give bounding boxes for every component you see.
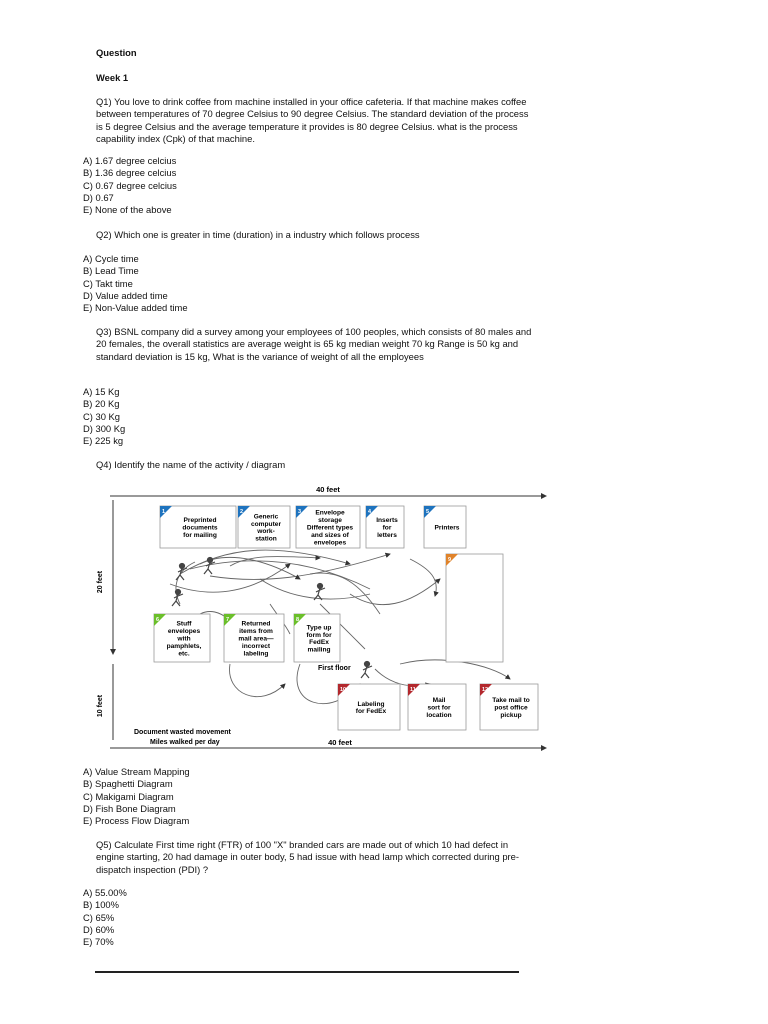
station-label: items from bbox=[239, 628, 273, 636]
person-walking-icon bbox=[361, 662, 372, 679]
station-number: 5 bbox=[426, 509, 430, 515]
station-2 bbox=[238, 506, 290, 548]
station-label: Printers bbox=[434, 524, 460, 532]
station-label: and sizes of bbox=[311, 531, 349, 539]
spaghetti-diagram bbox=[97, 484, 550, 750]
footer-line-1: Document wasted movement bbox=[134, 729, 231, 736]
station-label: location bbox=[426, 711, 452, 719]
station-5 bbox=[424, 506, 466, 548]
station-label: station bbox=[255, 535, 277, 543]
station-label: envelopes bbox=[313, 539, 347, 547]
station-number: 12 bbox=[482, 687, 489, 693]
station-label: mailing bbox=[307, 646, 331, 654]
station-label: Stuff bbox=[176, 620, 192, 628]
station-9 bbox=[446, 554, 503, 662]
q3-text: Q3) BSNL company did a survey among your employees of 100 peoples, which consists of 80 males and 20 females, the overall statistics are average weight is 65 kg median weight 70 kg Range is 50 kg and standard deviation is 15 kg, What is the variance of weight of all the employees bbox=[96, 326, 532, 362]
q3-options bbox=[83, 386, 125, 447]
station-label: Inserts bbox=[376, 517, 398, 525]
station-label: storage bbox=[318, 517, 342, 525]
station-number: 2 bbox=[240, 509, 244, 515]
station-number: 4 bbox=[368, 509, 372, 515]
station-number: 11 bbox=[410, 687, 416, 693]
station-label: with bbox=[177, 635, 191, 643]
station-label: mail area— bbox=[238, 635, 274, 643]
station-label: Labeling bbox=[357, 700, 385, 708]
station-number: 7 bbox=[226, 617, 230, 623]
q2-option-c[interactable]: C) Takt time bbox=[83, 277, 133, 289]
q2-text: Q2) Which one is greater in time (duration) in a industry which follows process bbox=[96, 229, 420, 240]
station-number: 8 bbox=[296, 617, 300, 623]
station-label: letters bbox=[377, 531, 397, 539]
station-10 bbox=[338, 684, 400, 730]
q4-option-a[interactable]: A) Value Stream Mapping bbox=[83, 766, 190, 777]
station-label: post office bbox=[494, 704, 528, 712]
station-label: computer bbox=[250, 520, 282, 528]
station-label: labeling bbox=[243, 650, 269, 658]
bottom-dimension-label: 40 feet bbox=[328, 738, 352, 747]
q4-option-c[interactable]: C) Makigami Diagram bbox=[83, 790, 174, 802]
first-floor-label: First floor bbox=[318, 665, 351, 672]
station-label: for mailing bbox=[183, 531, 217, 539]
q3-option-a[interactable]: A) 15 Kg bbox=[83, 386, 120, 397]
q5-option-e[interactable]: E) 70% bbox=[83, 936, 114, 948]
q4-option-b[interactable]: B) Spaghetti Diagram bbox=[83, 778, 173, 790]
station-12 bbox=[480, 684, 538, 730]
station-label: form for bbox=[306, 631, 332, 639]
q4-options bbox=[83, 766, 190, 827]
q5-option-d[interactable]: D) 60% bbox=[83, 923, 115, 935]
station-label: Preprinted bbox=[183, 517, 217, 525]
station-number: 10 bbox=[340, 687, 347, 693]
q1-text: Q1) You love to drink coffee from machine installed in your office cafeteria. If that machine makes coffee between temperatures of 70 degree Celsius to 90 degree Celsius. The standard deviation of the process is 5 degree Celsius and the average temperature it provides is 80 degree Celsius. what is the process capability index (Cpk) of that machine. bbox=[96, 96, 529, 144]
station-label: sort for bbox=[427, 704, 451, 712]
q3-option-b[interactable]: B) 20 Kg bbox=[83, 398, 120, 410]
station-label: envelopes bbox=[167, 628, 201, 636]
q1-option-c[interactable]: C) 0.67 degree celcius bbox=[83, 179, 177, 191]
station-number: 9 bbox=[448, 557, 452, 563]
q3-option-e[interactable]: E) 225 kg bbox=[83, 435, 124, 447]
station-label: etc. bbox=[178, 650, 190, 658]
q1-option-d[interactable]: D) 0.67 bbox=[83, 191, 114, 203]
footer-line-2: Miles walked per day bbox=[150, 739, 220, 746]
station-label: Take mail to bbox=[492, 697, 530, 705]
person-walking-icon bbox=[172, 590, 183, 607]
q5-option-b[interactable]: B) 100% bbox=[83, 899, 119, 911]
station-label: pickup bbox=[500, 711, 522, 719]
q3-option-c[interactable]: C) 30 Kg bbox=[83, 410, 120, 422]
week-label: Week 1 bbox=[96, 72, 129, 83]
q1-options bbox=[83, 155, 177, 216]
q2-option-a[interactable]: A) Cycle time bbox=[83, 253, 139, 264]
left-label-20ft: 20 feet bbox=[97, 570, 104, 594]
station-label: for FedEx bbox=[355, 708, 387, 716]
station-11 bbox=[408, 684, 466, 730]
person-walking-icon bbox=[176, 564, 187, 581]
q5-option-c[interactable]: C) 65% bbox=[83, 911, 115, 923]
station-3 bbox=[296, 506, 360, 548]
q2-option-e[interactable]: E) Non-Value added time bbox=[83, 302, 188, 314]
station-1 bbox=[160, 506, 236, 548]
q1-option-a[interactable]: A) 1.67 degree celcius bbox=[83, 155, 177, 166]
station-label: Generic bbox=[253, 513, 279, 521]
station-label: Mail bbox=[432, 697, 446, 705]
q2-option-b[interactable]: B) Lead Time bbox=[83, 265, 139, 277]
station-number: 6 bbox=[156, 617, 160, 623]
station-number: 3 bbox=[298, 509, 302, 515]
person-walking-icon bbox=[314, 584, 325, 601]
page-heading: Question bbox=[96, 47, 137, 58]
station-label: for bbox=[382, 524, 392, 532]
station-boxes bbox=[154, 506, 538, 730]
station-6 bbox=[154, 614, 210, 662]
station-7 bbox=[224, 614, 284, 662]
q4-text: Q4) Identify the name of the activity / diagram bbox=[96, 459, 286, 470]
q2-option-d[interactable]: D) Value added time bbox=[83, 289, 168, 301]
station-label: Envelope bbox=[315, 509, 345, 517]
station-label: documents bbox=[182, 524, 218, 532]
top-dimension-label: 40 feet bbox=[316, 485, 340, 494]
station-number: 1 bbox=[162, 509, 166, 515]
q5-text: Q5) Calculate First time right (FTR) of 100 "X" branded cars are made out of which 10 had defect in engine starting, 20 had damage in outer body, 5 had issue with head lamp which corrected during pre-dispatch inspection (PDI) ? bbox=[96, 839, 519, 875]
station-label: incorrect bbox=[241, 642, 271, 650]
station-4 bbox=[366, 506, 404, 548]
station-label: Type up bbox=[306, 624, 332, 632]
station-label: pamphlets, bbox=[166, 642, 202, 650]
q5-options bbox=[83, 887, 127, 948]
q1-option-e[interactable]: E) None of the above bbox=[83, 204, 172, 216]
station-label: FedEx bbox=[309, 639, 329, 647]
station-8 bbox=[294, 614, 340, 662]
q5-option-a[interactable]: A) 55.00% bbox=[83, 887, 127, 898]
station-label: work- bbox=[257, 528, 275, 536]
bottom-divider bbox=[95, 971, 519, 973]
left-label-10ft: 10 feet bbox=[97, 694, 104, 718]
q2-options bbox=[83, 253, 188, 314]
station-label: Different types bbox=[306, 524, 354, 532]
station-label: Returned bbox=[241, 620, 271, 628]
q3-option-d[interactable]: D) 300 Kg bbox=[83, 422, 126, 434]
station-box bbox=[446, 554, 503, 662]
q1-option-b[interactable]: B) 1.36 degree celcius bbox=[83, 167, 177, 179]
q4-option-e[interactable]: E) Process Flow Diagram bbox=[83, 815, 190, 827]
q4-option-d[interactable]: D) Fish Bone Diagram bbox=[83, 802, 176, 814]
